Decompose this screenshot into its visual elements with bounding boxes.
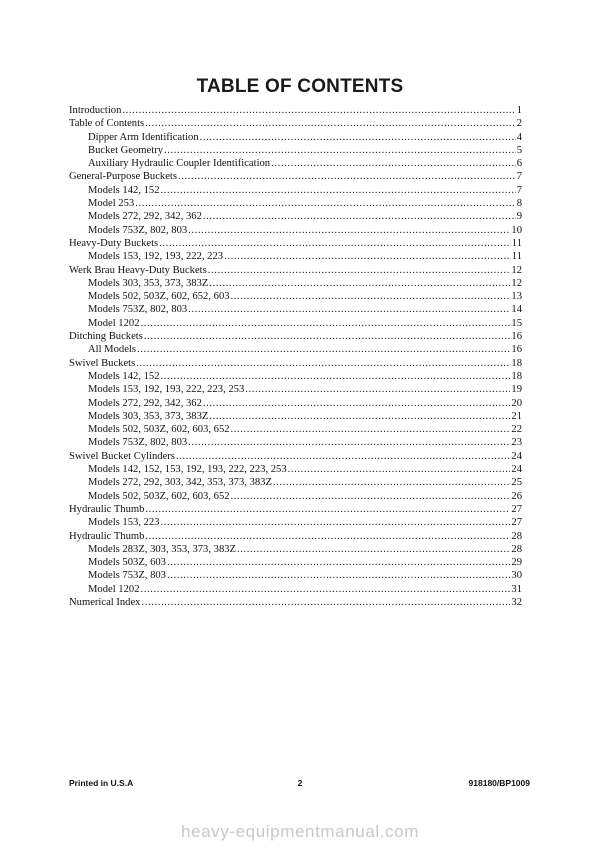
toc-entry-label: Models 153, 192, 193, 222, 223, 253 [88,384,245,396]
toc-entry-label: Models 753Z, 802, 803 [88,437,188,449]
toc-entry-page-number: 4 [516,131,522,143]
watermark: heavy-equipmentmanual.com [180,822,419,841]
toc-entry[interactable] [69,490,522,503]
toc-entry-label: Models 283Z, 303, 353, 373, 383Z [88,543,237,555]
toc-entry-page-number: 28 [511,530,522,542]
toc-entry-label: Model 253 [88,198,135,210]
toc-entry-page-number: 27 [511,517,522,529]
toc-entry-page-number: 6 [516,158,522,170]
dot-leader [145,503,510,516]
toc-entry-label: Models 153, 223 [88,517,160,529]
toc-entry-page-number: 9 [516,211,522,223]
dot-leader [176,450,510,463]
dot-leader [144,330,511,343]
toc-entry[interactable] [69,370,522,383]
dot-leader [145,530,510,543]
toc-entry[interactable] [69,503,522,516]
toc-entry[interactable] [69,170,522,183]
toc-entry[interactable] [69,330,522,343]
dot-leader [231,490,511,503]
toc-entry-page-number: 27 [511,503,522,515]
toc-entry[interactable] [69,317,522,330]
toc-entry[interactable] [69,303,522,316]
dot-leader [167,556,510,569]
toc-entry-page-number: 29 [511,557,522,569]
toc-entry-page-number: 30 [511,570,522,582]
dot-leader [161,184,516,197]
toc-entry[interactable] [69,117,522,130]
toc-entry-label: Heavy-Duty Buckets [69,237,159,249]
toc-entry-page-number: 26 [511,490,522,502]
toc-entry-label: Models 272, 292, 303, 342, 353, 373, 383Z [88,477,272,489]
toc-entry[interactable] [69,224,522,237]
toc-entry[interactable] [69,277,522,290]
toc-entry[interactable] [69,104,522,117]
toc-entry[interactable] [69,357,522,370]
toc-entry-page-number: 20 [511,397,522,409]
dot-leader [200,131,516,144]
toc-entry-page-number: 2 [516,118,522,130]
toc-entry-page-number: 18 [511,370,522,382]
toc-entry-label: Model 1202 [88,317,140,329]
toc-entry-page-number: 23 [511,437,522,449]
dot-leader [188,303,510,316]
toc-entry-label: Model 1202 [88,583,140,595]
toc-entry[interactable] [69,530,522,543]
toc-entry-page-number: 16 [511,331,522,343]
toc-entry-label: Models 502, 503Z, 602, 652, 603 [88,291,230,303]
toc-entry[interactable] [69,131,522,144]
toc-entry-label: Models 142, 152 [88,184,160,196]
toc-entry[interactable] [69,423,522,436]
toc-entry[interactable] [69,596,522,609]
toc-entry[interactable] [69,463,522,476]
toc-entry[interactable] [69,383,522,396]
toc-entry-page-number: 24 [511,450,522,462]
dot-leader [231,423,511,436]
toc-entry-label: Models 272, 292, 342, 362 [88,397,202,409]
toc-entry[interactable] [69,556,522,569]
toc-entry-label: Models 502, 503Z, 602, 603, 652 [88,424,230,436]
toc-entry-page-number: 16 [511,344,522,356]
dot-leader [141,583,511,596]
toc-entry-page-number: 1 [516,105,522,116]
toc-entry-page-number: 7 [516,171,522,183]
toc-entry[interactable] [69,197,522,210]
dot-leader [188,436,510,449]
dot-leader [159,237,511,250]
toc-entry[interactable] [69,144,522,157]
toc-entry[interactable] [69,569,522,582]
toc-entry-label: Models 753Z, 802, 803 [88,224,188,236]
toc-entry-label: Bucket Geometry [88,144,164,156]
toc-entry-label: All Models [88,344,136,356]
toc-entry-page-number: 10 [511,224,522,236]
toc-entry-page-number: 15 [511,317,522,329]
dot-leader [141,596,510,609]
dot-leader [203,397,511,410]
toc-entry[interactable] [69,397,522,410]
toc-entry-page-number: 5 [516,144,522,156]
toc-entry-label: Models 303, 353, 373, 383Z [88,277,209,289]
dot-leader [273,476,510,489]
toc-entry[interactable] [69,264,522,277]
dot-leader [208,264,511,277]
toc-entry-page-number: 11 [511,251,522,263]
toc-entry[interactable] [69,436,522,449]
dot-leader [164,144,516,157]
toc-entry-label: Models 272, 292, 342, 362 [88,211,202,223]
toc-entry[interactable] [69,290,522,303]
dot-leader [161,516,511,529]
toc-entry-page-number: 14 [511,304,522,316]
dot-leader [137,343,510,356]
toc-entry-label: Models 753Z, 803 [88,570,166,582]
table-of-contents [69,104,522,609]
toc-entry[interactable] [69,450,522,463]
toc-entry-label: Table of Contents [69,118,145,130]
dot-leader [161,370,511,383]
toc-entry-label: Introduction [69,105,122,116]
dot-leader [188,224,510,237]
toc-entry-label: Models 153, 192, 193, 222, 223 [88,251,224,263]
dot-leader [288,463,511,476]
toc-entry-page-number: 31 [511,583,522,595]
dot-leader [224,250,511,263]
toc-entry-label: Models 303, 353, 373, 383Z [88,410,209,422]
toc-entry[interactable] [69,210,522,223]
toc-entry-page-number: 32 [511,596,522,608]
toc-entry-page-number: 24 [511,464,522,476]
toc-entry-page-number: 25 [511,477,522,489]
toc-entry-page-number: 8 [516,198,522,210]
toc-entry-page-number: 13 [511,291,522,303]
toc-entry[interactable] [69,410,522,423]
dot-leader [209,277,510,290]
toc-entry-page-number: 18 [511,357,522,369]
toc-entry-label: Numerical Index [69,596,141,608]
footer-printed-in: Printed in U.S.A [69,778,134,788]
dot-leader [178,170,516,183]
toc-entry-label: Dipper Arm Identification [88,131,199,143]
toc-entry-page-number: 12 [511,277,522,289]
toc-entry-label: Models 142, 152, 153, 192, 193, 222, 223, 253 [88,464,287,476]
toc-entry-label: Swivel Buckets [69,357,136,369]
toc-entry-label: Models 502, 503Z, 602, 603, 652 [88,490,230,502]
toc-entry-label: Models 503Z, 603 [88,557,166,569]
toc-entry[interactable] [69,157,522,170]
toc-entry-label: Werk Brau Heavy-Duty Buckets [69,264,207,276]
dot-leader [167,569,510,582]
toc-entry-label: Models 142, 152 [88,370,160,382]
toc-entry[interactable] [69,343,522,356]
toc-entry-label: Models 753Z, 802, 803 [88,304,188,316]
toc-entry-label: Auxiliary Hydraulic Coupler Identification [88,158,271,170]
toc-entry-label: Ditching Buckets [69,331,143,343]
toc-entry-label: General-Purpose Buckets [69,171,177,183]
dot-leader [231,290,511,303]
toc-entry[interactable] [69,250,522,263]
toc-entry[interactable] [69,237,522,250]
toc-entry-page-number: 21 [511,410,522,422]
toc-entry-label: Hydraulic Thumb [69,503,145,515]
dot-leader [136,357,510,370]
toc-entry-page-number: 12 [511,264,522,276]
toc-entry-page-number: 19 [511,384,522,396]
dot-leader [245,383,510,396]
toc-entry[interactable] [69,583,522,596]
toc-entry-page-number: 22 [511,424,522,436]
dot-leader [203,210,516,223]
toc-entry[interactable] [69,543,522,556]
dot-leader [209,410,510,423]
toc-entry-page-number: 11 [511,237,522,249]
dot-leader [271,157,516,170]
toc-entry[interactable] [69,184,522,197]
dot-leader [135,197,516,210]
toc-entry-label: Swivel Bucket Cylinders [69,450,175,462]
dot-leader [145,117,516,130]
toc-entry-page-number: 28 [511,543,522,555]
toc-entry-page-number: 7 [516,184,522,196]
dot-leader [122,104,515,117]
toc-entry[interactable] [69,476,522,489]
footer-document-code: 918180/BP1009 [468,778,530,788]
dot-leader [237,543,510,556]
toc-entry-label: Hydraulic Thumb [69,530,145,542]
footer-page-number: 2 [297,778,303,788]
toc-entry[interactable] [69,516,522,529]
dot-leader [141,317,511,330]
page-title: TABLE OF CONTENTS [196,76,404,97]
